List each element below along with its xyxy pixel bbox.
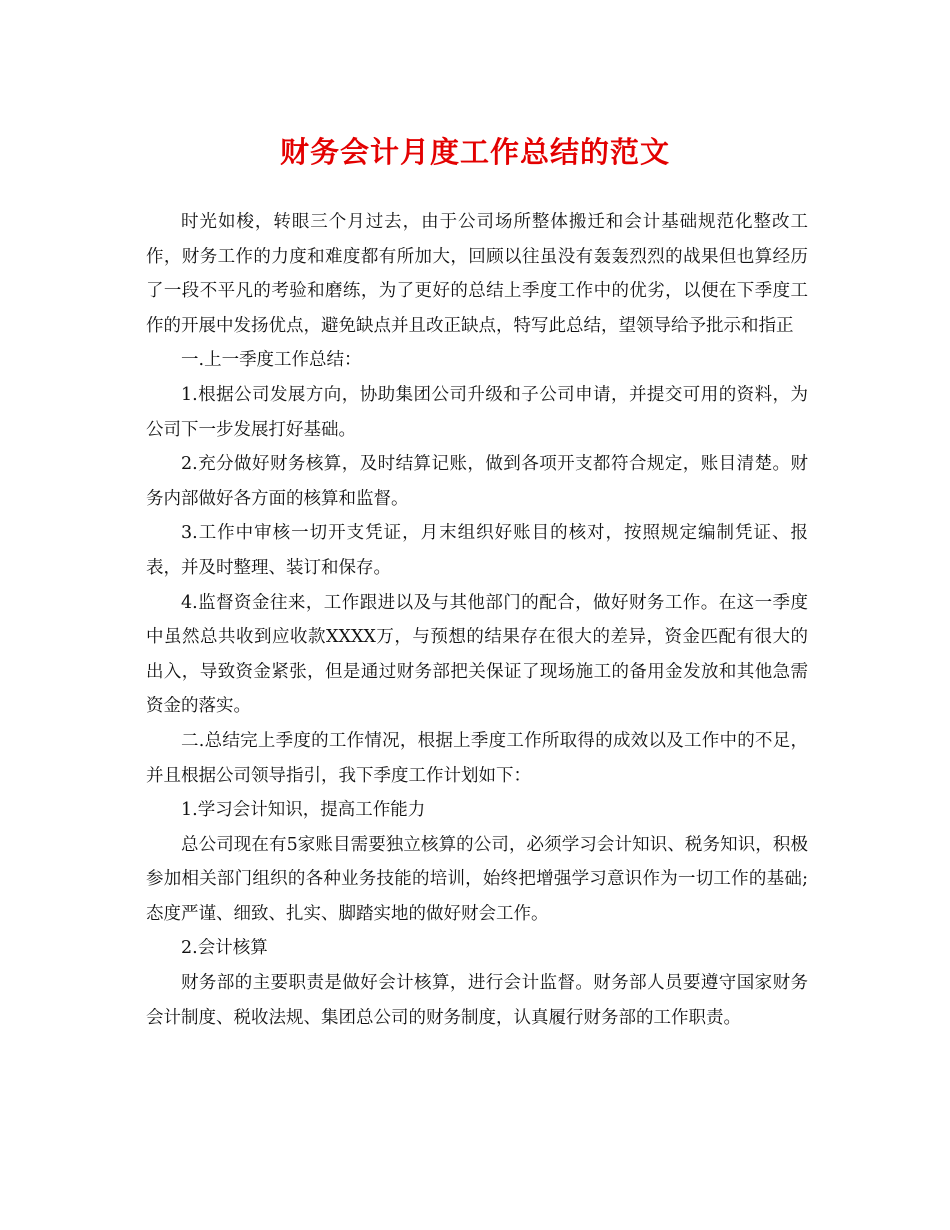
plan-item-2-heading: 2.会计核算 [181, 938, 268, 959]
summary-item-2: 2.充分做好财务核算，及时结算记账，做到各项开支都符合规定，账目清楚。财务内部做好各方面的核算和监督。 [146, 454, 808, 509]
section-heading-next-quarter-plan: 二.总结完上季度的工作情况，根据上季度工作所取得的成效以及工作中的不足，并且根据公司领导指引，我下季度工作计划如下： [146, 730, 808, 786]
document-body [146, 205, 808, 1035]
plan-item-1-body: 总公司现在有5家账目需要独立核算的公司，必须学习会计知识、税务知识，积极参加相关部门组织的各种业务技能的培训，始终把增强学习意识作为一切工作的基础;态度严谨、细致、扎实、脚踏实地的做好财会工作。 [146, 834, 808, 924]
plan-item-2-body: 财务部的主要职责是做好会计核算，进行会计监督。财务部人员要遵守国家财务会计制度、税收法规、集团总公司的财务制度，认真履行财务部的工作职责。 [146, 973, 808, 1028]
section-heading-previous-quarter: 一.上一季度工作总结： [181, 350, 362, 371]
summary-item-3: 3.工作中审核一切开支凭证，月末组织好账目的核对，按照规定编制凭证、报表，并及时整理、装订和保存。 [146, 523, 808, 578]
plan-item-1-heading: 1.学习会计知识，提高工作能力 [181, 800, 426, 821]
intro-paragraph: 时光如梭，转眼三个月过去，由于公司场所整体搬迁和会计基础规范化整改工作，财务工作的力度和难度都有所加大，回顾以往虽没有轰轰烈烈的战果但也算经历了一段不平凡的考验和磨练，为了更好的总结上季度工作中的优劣，以便在下季度工作的开展中发扬优点，避免缺点并且改正缺点，特写此总结，望领导给予批示和指正 [146, 212, 808, 336]
summary-item-4: 4.监督资金往来，工作跟进以及与其他部门的配合，做好财务工作。在这一季度中虽然总共收到应收款XXXX万，与预想的结果存在很大的差异，资金匹配有很大的出入，导致资金紧张，但是通过财务部把关保证了现场施工的备用金发放和其他急需资金的落实。 [146, 592, 808, 717]
document-title: 财务会计月度工作总结的范文 [279, 135, 670, 169]
summary-item-1: 1.根据公司发展方向，协助集团公司升级和子公司申请，并提交可用的资料，为公司下一步发展打好基础。 [146, 384, 808, 440]
